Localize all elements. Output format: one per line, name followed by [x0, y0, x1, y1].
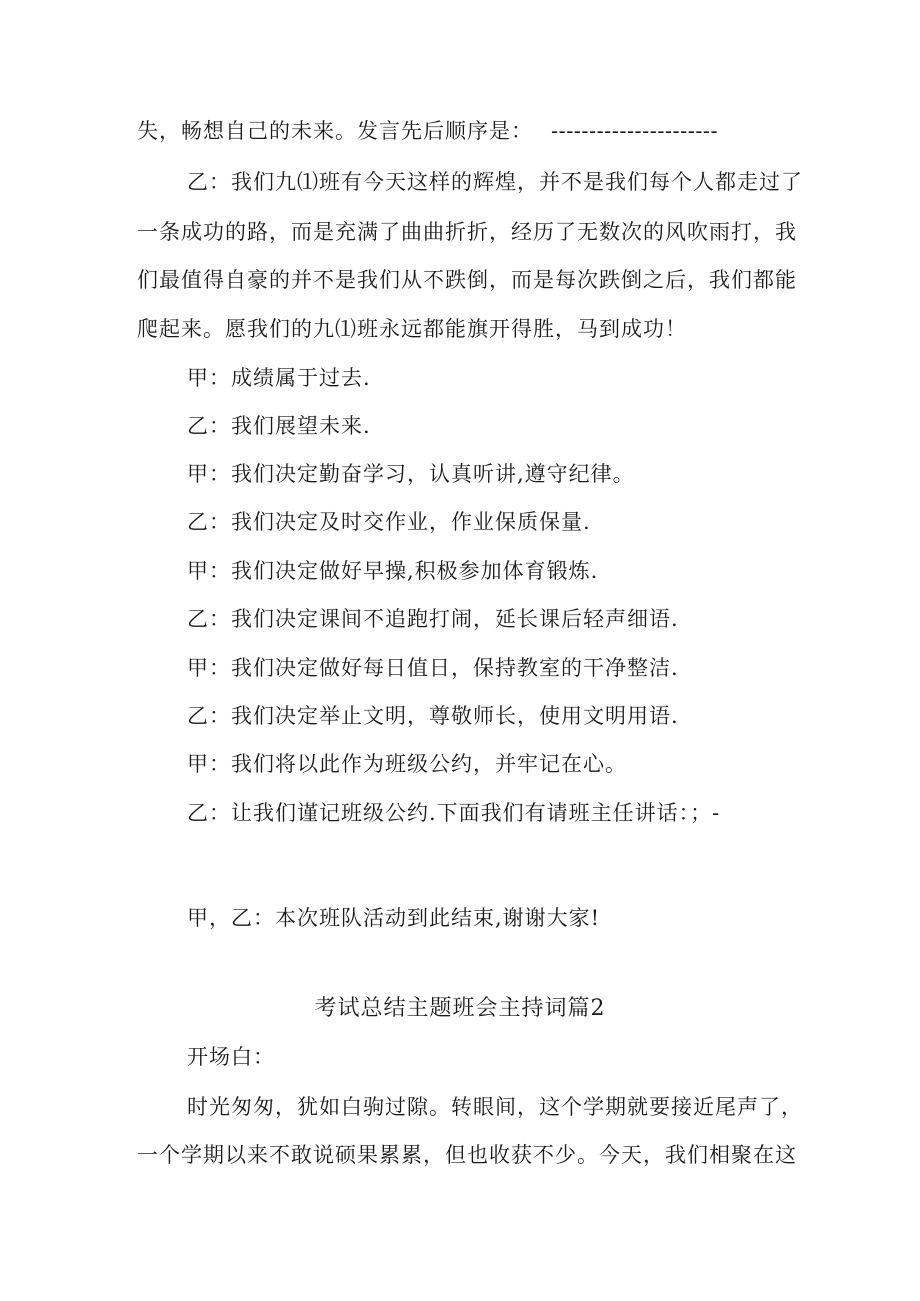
paragraph-line: 爬起来。愿我们的九⑴班永远都能旗开得胜，马到成功！	[137, 317, 687, 341]
dialogue-line: 甲：我们决定做好每日值日，保持教室的干净整洁.	[187, 656, 679, 680]
dialogue-line: 甲：我们决定勤奋学习，认真听讲,遵守纪律。	[187, 462, 635, 486]
paragraph-line	[137, 117, 718, 145]
paragraph-line: 们最值得自豪的并不是我们从不跌倒，而是每次跌倒之后，我们都能	[137, 268, 797, 292]
dialogue-line: 甲：我们将以此作为班级公约，并牢记在心。	[187, 752, 627, 776]
paragraph-line: 一条成功的路，而是充满了曲曲折折，经历了无数次的风吹雨打，我	[137, 220, 797, 244]
dialogue-line: 乙：让我们谨记班级公约.下面我们有请班主任讲话：；-	[187, 801, 721, 825]
dialogue-line: 乙：我们决定及时交作业，作业保质保量.	[187, 510, 591, 534]
dialogue-line: 甲：我们决定做好早操,积极参加体育锻炼.	[187, 559, 599, 583]
dialogue-line: 乙：我们决定举止文明，尊敬师长，使用文明用语.	[187, 704, 679, 728]
fill-in-blank-dashes: ----------------------	[551, 119, 719, 143]
line-text: 失，畅想自己的未来。发言先后顺序是：	[137, 119, 533, 143]
section-heading: 考试总结主题班会主持词篇2	[314, 996, 606, 1021]
paragraph-line: 乙：我们九⑴班有今天这样的辉煌，并不是我们每个人都走过了	[187, 170, 803, 194]
dialogue-line: 甲：成绩属于过去.	[187, 366, 371, 390]
dialogue-line: 乙：我们决定课间不追跑打闹，延长课后轻声细语.	[187, 607, 679, 631]
paragraph-line: 开场白：	[187, 1045, 275, 1069]
closing-line: 甲，乙：本次班队活动到此结束,谢谢大家!	[187, 906, 601, 930]
paragraph-line: 一个学期以来不敢说硕果累累，但也收获不少。今天，我们相聚在这	[137, 1143, 797, 1167]
dialogue-line: 乙：我们展望未来.	[187, 414, 371, 438]
paragraph-line: 时光匆匆，犹如白驹过隙。转眼间，这个学期就要接近尾声了，	[187, 1095, 803, 1119]
